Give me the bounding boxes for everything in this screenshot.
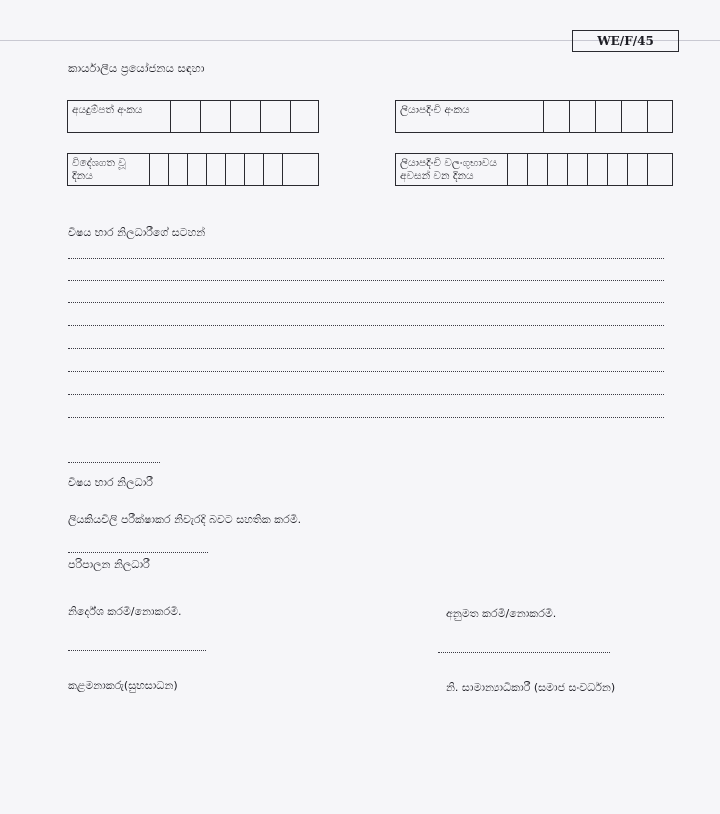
registration-expiry-label: [396, 154, 508, 185]
date-cell[interactable]: [150, 154, 169, 185]
digit-cell[interactable]: [648, 101, 672, 132]
date-cell[interactable]: [528, 154, 548, 185]
notes-line[interactable]: [68, 417, 664, 418]
notes-line[interactable]: [68, 280, 664, 281]
registration-expiry-label-line2: අවසන් වන දිනය: [400, 170, 474, 182]
notes-line[interactable]: [68, 348, 664, 349]
date-cell[interactable]: [169, 154, 188, 185]
digit-cell[interactable]: [261, 101, 291, 132]
admin-officer-signature-line[interactable]: [68, 552, 208, 553]
notes-heading: විෂය භාර නිලධාරීගේ සටහන්: [68, 226, 206, 239]
notes-line[interactable]: [68, 371, 664, 372]
application-number-label: අයදුම්පත් අංකය: [68, 101, 171, 132]
date-cell[interactable]: [548, 154, 568, 185]
departure-date-label-line2: දිනය: [72, 170, 93, 182]
digit-cell[interactable]: [622, 101, 648, 132]
subject-officer-signature-line[interactable]: [68, 462, 160, 463]
date-cell[interactable]: [264, 154, 283, 185]
date-cell[interactable]: [568, 154, 588, 185]
deputy-gm-label: නි. සාමාන්‍යාධිකාරී (සමාජ සංවර්ධන): [446, 681, 616, 694]
admin-officer-label: පරිපාලන නිලධාරී: [68, 558, 150, 571]
recommend-text: නිර්දේශ කරමි/නොකරමි.: [68, 605, 182, 618]
date-cell[interactable]: [207, 154, 226, 185]
registration-expiry-box: [395, 153, 673, 186]
date-cell[interactable]: [588, 154, 608, 185]
office-use-heading: කාර්යාලීය ප්‍රයෝජනය සඳහා: [68, 61, 205, 75]
date-cell[interactable]: [648, 154, 672, 185]
notes-line[interactable]: [68, 258, 664, 259]
date-cell[interactable]: [608, 154, 628, 185]
manager-label: කළමනාකරු(සුභසාධන): [68, 679, 178, 692]
departure-date-label-line1: විදේශගත වූ: [72, 157, 126, 169]
date-cell[interactable]: [283, 154, 318, 185]
notes-line[interactable]: [68, 394, 664, 395]
form-code-box: WE/F/45: [572, 30, 679, 52]
registration-number-label: ලියාපදිංචි අංකය: [396, 101, 544, 132]
deputy-gm-signature-line[interactable]: [438, 652, 610, 653]
registration-number-box: [395, 100, 673, 133]
manager-signature-line[interactable]: [68, 650, 206, 651]
registration-expiry-label-line1: ලියාපදිංචි වලංගුභාවය: [400, 157, 497, 169]
departure-date-box: [67, 153, 319, 186]
digit-cell[interactable]: [544, 101, 570, 132]
digit-cell[interactable]: [570, 101, 596, 132]
departure-date-label: [68, 154, 150, 185]
certification-text: ලියකියවිලි පරීක්ෂාකර නිවැරදි බවට සහතික කරමි.: [68, 513, 302, 526]
date-cell[interactable]: [245, 154, 264, 185]
date-cell[interactable]: [508, 154, 528, 185]
notes-line[interactable]: [68, 302, 664, 303]
digit-cell[interactable]: [231, 101, 261, 132]
date-cell[interactable]: [226, 154, 245, 185]
subject-officer-label: විෂය භාර නිලධාරී: [68, 476, 153, 489]
digit-cell[interactable]: [201, 101, 231, 132]
notes-line[interactable]: [68, 325, 664, 326]
approve-text: අනුමත කරමි/නොකරමි.: [446, 607, 557, 620]
date-cell[interactable]: [188, 154, 207, 185]
digit-cell[interactable]: [291, 101, 318, 132]
digit-cell[interactable]: [171, 101, 201, 132]
date-cell[interactable]: [628, 154, 648, 185]
digit-cell[interactable]: [596, 101, 622, 132]
application-number-box: [67, 100, 319, 133]
